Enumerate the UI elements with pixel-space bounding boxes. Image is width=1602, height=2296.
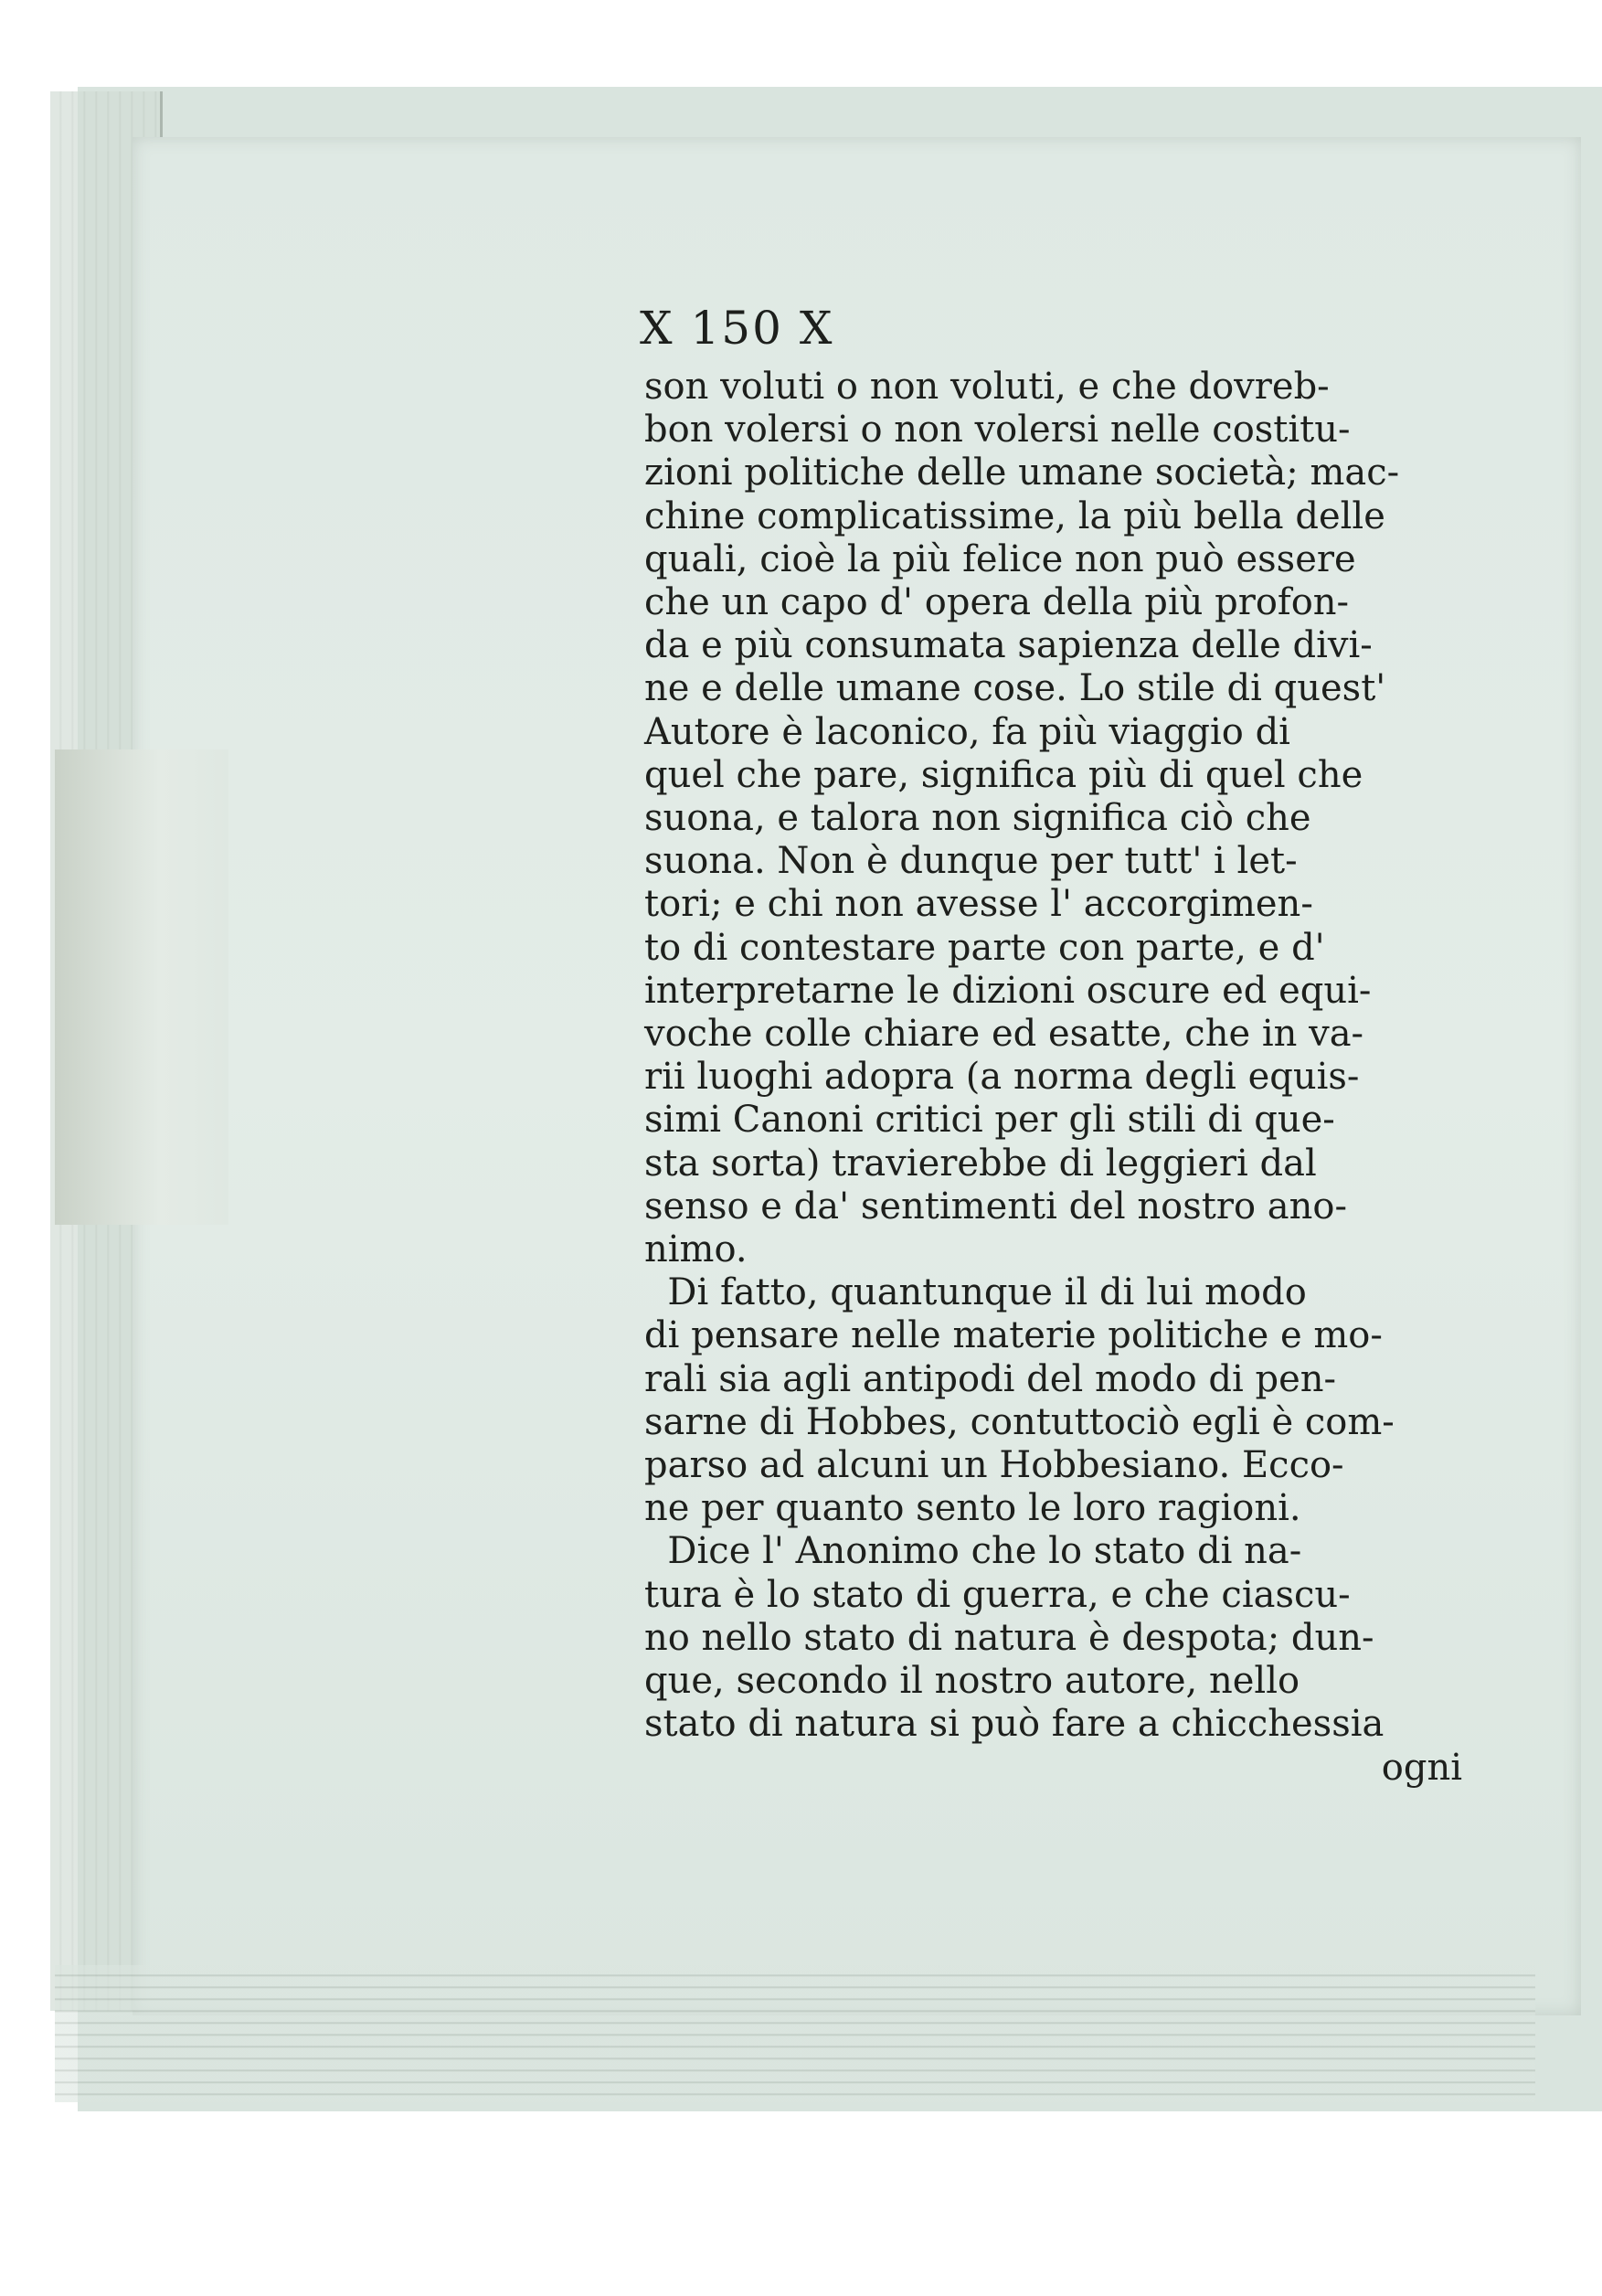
text-line: ne e delle umane cose. Lo stile di quest' [644,667,1386,710]
body-text [644,366,1512,1790]
text-line: simi Canoni critici per gli stili di que- [644,1099,1335,1142]
text-line: bon volersi o non volersi nelle costitu- [644,409,1351,452]
text-line: di pensare nelle materie politiche e mo- [644,1314,1383,1357]
text-line: que, secondo il nostro autore, nello [644,1660,1300,1703]
text-line: ne per quanto sento le loro ragioni. [644,1487,1301,1530]
text-line: voche colle chiare ed esatte, che in va- [644,1013,1364,1056]
text-line: no nello stato di natura è despota; dun- [644,1616,1374,1659]
text-line: che un capo d' opera della più profon- [644,581,1350,624]
page-gutter-shadow [55,749,228,1225]
catchword: ogni [1381,1746,1462,1789]
text-line: interpretarne le dizioni oscure ed equi- [644,969,1372,1012]
text-line: rali sia agli antipodi del modo di pen- [644,1357,1337,1400]
text-line: chine complicatissime, la più bella delle [644,494,1385,537]
bottom-page-edges [55,1965,1535,2102]
text-line: da e più consumata sapienza delle divi- [644,624,1373,667]
text-line: son voluti o non voluti, e che dovreb- [644,366,1330,408]
text-line: quel che pare, significa più di quel che [644,753,1363,796]
text-line: senso e da' sentimenti del nostro ano- [644,1185,1347,1228]
text-line: Autore è laconico, fa più viaggio di [644,710,1290,753]
text-line: to di contestare parte con parte, e d' [644,926,1325,969]
page-number-header: X 150 X [640,302,834,355]
text-line: quali, cioè la più felice non può essere [644,537,1356,580]
text-line: suona, e talora non significa ciò che [644,797,1311,840]
text-line: Dice l' Anonimo che lo stato di na- [644,1530,1302,1573]
text-line: nimo. [644,1228,748,1271]
text-line: sta sorta) travierebbe di leggieri dal [644,1142,1317,1185]
text-line: suona. Non è dunque per tutt' i let- [644,840,1298,883]
text-line: parso ad alcuni un Hobbesiano. Ecco- [644,1444,1344,1487]
text-line: sarne di Hobbes, contuttociò egli è com- [644,1400,1395,1443]
text-line: tura è lo stato di guerra, e che ciascu- [644,1573,1351,1616]
text-line: zioni politiche delle umane società; mac- [644,452,1400,494]
text-line: rii luoghi adopra (a norma degli equis- [644,1056,1360,1099]
text-line: tori; e chi non avesse l' accorgimen- [644,883,1313,926]
text-line: Di fatto, quantunque il di lui modo [644,1271,1307,1314]
text-line: stato di natura si può fare a chicchessia [644,1703,1385,1746]
